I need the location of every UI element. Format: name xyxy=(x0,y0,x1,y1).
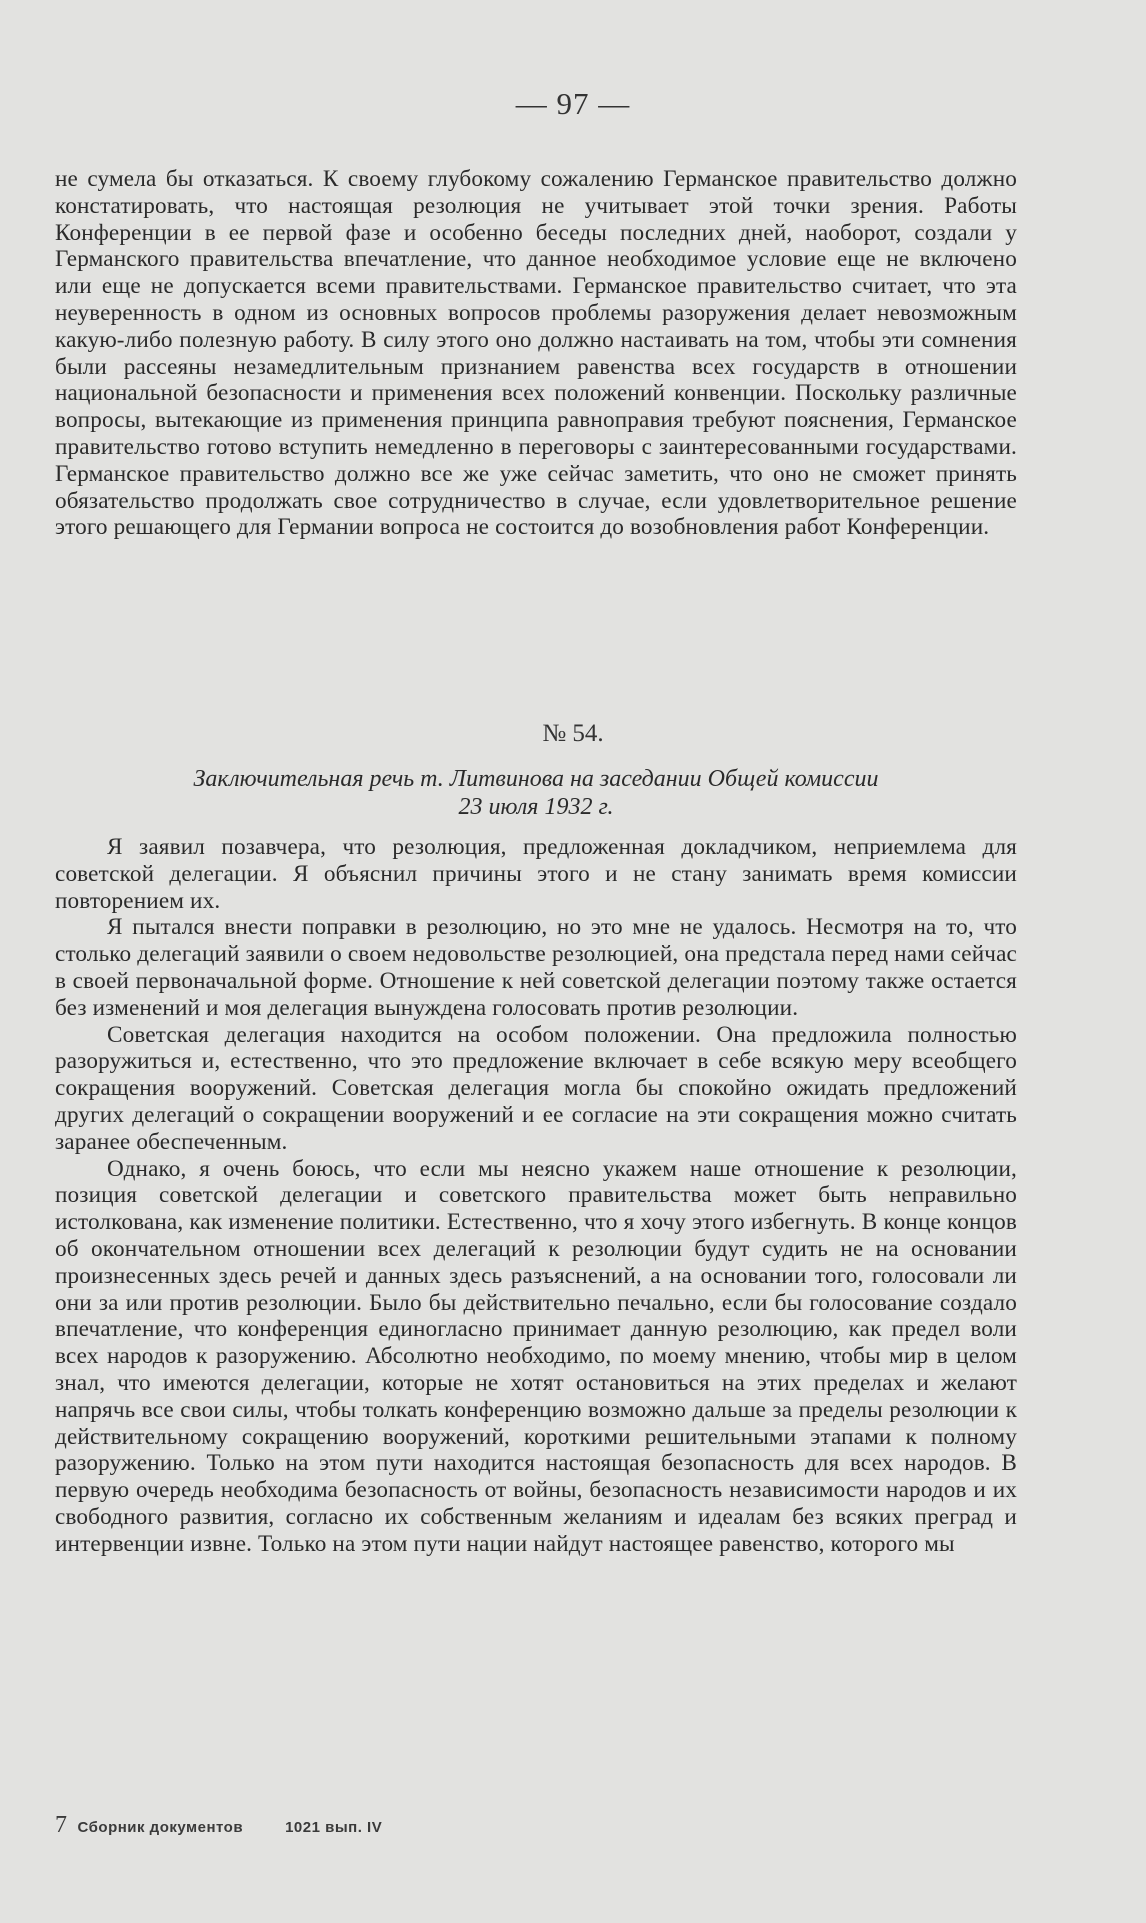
continuation-block xyxy=(55,166,1017,541)
print-code: 1021 вып. IV xyxy=(285,1819,383,1836)
speech-paragraph: Я пытался внести поправки в резолюцию, но это мне не удалось. Несмотря на то, что столько делегаций заявили о своем недовольстве резолюцией, она предстала перед нами сейчас в своей первоначальной форме. Отношение к ней советской делегации поэтому также остается без изменений и моя делегация вынуждена голосовать против резолюции. xyxy=(55,914,1017,1021)
continuation-paragraph: не сумела бы отказаться. К своему глубокому сожалению Германское правительство должно констатировать, что настоящая резолюция не учитывает этой точки зрения. Работы Конференции в ее первой фазе и особенно беседы последних дней, наоборот, создали у Германского правительства впечатление, что данное необходимое условие еще не включено или еще не допускается всеми правительствами. Германское правительство считает, что эта неуверенность в одном из основных вопросов проблемы разоружения делает невозможным какую-либо полезную работу. В силу этого оно должно настаивать на том, чтобы эти сомнения были рассеяны незамедлительным признанием равенства всех государств в отношении национальной безопасности и применения всех положений конвенции. Поскольку различные вопросы, вытекающие из применения принципа равноправия требуют пояснения, Германское правительство готово вступить немедленно в переговоры с заинтересованными государствами. Германское правительство должно все же уже сейчас заметить, что оно не сможет принять обязательство продолжать свое сотрудничество в случае, если удовлетворительное решение этого решающего для Германии вопроса не состоится до возобновления работ Конференции. xyxy=(55,166,1017,541)
document-date: 23 июля 1932 г. xyxy=(458,794,614,820)
signature-mark: 7 xyxy=(55,1812,68,1838)
document-number: № 54. xyxy=(542,720,604,747)
speech-paragraph: Однако, я очень боюсь, что если мы неясно укажем наше отношение к резолюции, позиция советской делегации и советского правительства может быть неправильно истолкована, как изменение политики. Естественно, что я хочу этого избегнуть. В конце концов об окончательном отношении всех делегаций к резолюции будут судить не на основании произнесенных здесь речей и данных здесь разъяснений, а на основании того, голосовали ли они за или против резолюции. Было бы действительно печально, если бы голосование создало впечатление, что конференция единогласно принимает данную резолюцию, как предел воли всех народов к разоружению. Абсолютно необходимо, по моему мнению, чтобы мир в целом знал, что имеются делегации, которые не хотят остановиться на этих пределах и желают напрячь все свои силы, чтобы толкать конференцию возможно дальше за пределы резолюции к действительному сокращению вооружений, короткими решительными этапами к полному разоружению. Только на этом пути находится настоящая безопасность для всех народов. В первую очередь необходима безопасность от войны, безопасность независимости народов и их свободного развития, согласно их собственным желаниям и идеалам без всяких преград и интервенции извне. Только на этом пути нации найдут настоящее равенство, которого мы xyxy=(55,1155,1017,1557)
page-number: — 97 — xyxy=(515,86,631,121)
document-title xyxy=(55,765,1017,821)
speech-text xyxy=(55,834,1017,1558)
collection-name: Сборник документов xyxy=(77,1819,244,1836)
speech-paragraph: Я заявил позавчера, что резолюция, предложенная докладчиком, неприемлема для советской делегации. Я объяснил причины этого и не стану занимать время комиссии повторением их. xyxy=(55,834,1017,914)
document-title-line: Заключительная речь т. Литвинова на заседании Общей комиссии xyxy=(193,766,879,792)
speech-paragraph: Советская делегация находится на особом положении. Она предложила полностью разоружиться и, естественно, что это предложение включает в себе всякую меру всеобщего сокращения вооружений. Советская делегация могла бы спокойно ожидать предложений других делегаций о сокращении вооружений и ее согласие на эти сокращения можно считать заранее обеспеченным. xyxy=(55,1021,1017,1155)
page-footer xyxy=(55,1812,382,1839)
